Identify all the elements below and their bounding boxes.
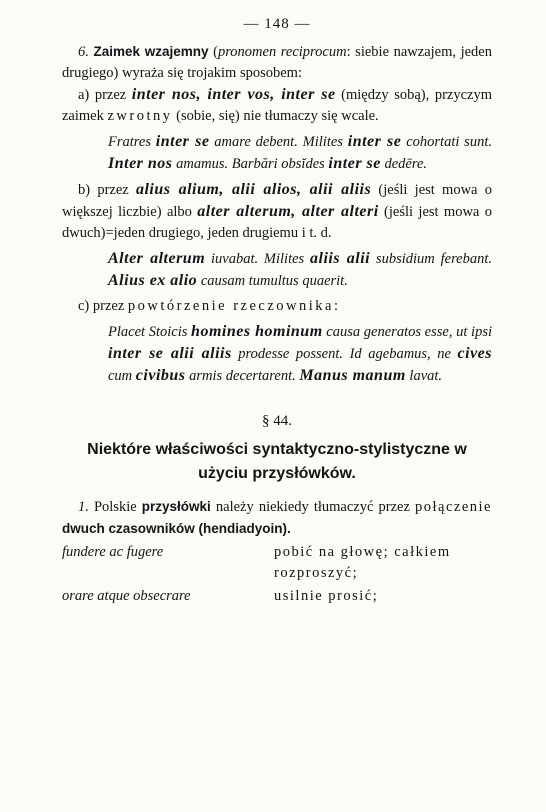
latin-phrase: alius alium, alii alios, alii aliis <box>135 181 372 198</box>
latin-expression: orare atque obsecrare <box>62 588 191 604</box>
example-bold: Alter alterum <box>108 250 206 267</box>
text: a) przez <box>78 87 132 103</box>
text: należy niekiedy tłumaczyć przez <box>210 499 415 515</box>
example-text: armis decertarent. <box>185 368 300 384</box>
spaced-term: powtórzenie rzeczownika <box>127 298 334 314</box>
text: (sobie, się) nie tłumaczy się wcale. <box>172 108 379 124</box>
example-bold: homines hominum <box>191 323 323 340</box>
text: : siebie nawzajem, jeden drugiego) wyraża się trojakim sposobem: <box>62 44 492 81</box>
example-b <box>108 248 492 292</box>
example-text: subsidium ferebant. <box>370 251 493 267</box>
term-heading: Zaimek wzajemny <box>93 44 209 59</box>
example-c <box>108 321 492 387</box>
example-bold: Manus manum <box>299 367 406 384</box>
example-text: cohortati sunt. <box>401 134 492 150</box>
example-bold: Inter nos <box>108 155 173 172</box>
spaced-term: połączenie <box>415 499 492 515</box>
example-text: lavat. <box>405 368 443 384</box>
example-bold: cives <box>457 345 493 362</box>
example-text: amare debent. Milites <box>209 134 348 150</box>
text: (jeśli jest mowa o dwuch)=jeden drugiego, jeden drugiemu i t. d. <box>62 204 492 241</box>
text: Polskie <box>88 499 142 515</box>
example-bold: inter se <box>328 155 381 172</box>
example-text: Placet Stoicis <box>108 324 192 340</box>
page <box>62 14 492 607</box>
example-row <box>62 586 492 607</box>
point-a <box>62 84 492 127</box>
example-text: dedēre. <box>380 156 428 172</box>
latin-term: pronomen reciprocum <box>217 44 347 60</box>
example-text: iuvabat. Milites <box>205 251 311 267</box>
polish-translation: pobić na głowę; całkiem rozproszyć; <box>274 544 451 581</box>
text: (między sobą), przyczym zaimek <box>62 87 492 124</box>
example-bold: inter se <box>155 133 210 150</box>
text: c) przez <box>78 298 128 314</box>
bold-term: dwuch czasowników (hendiadyoin). <box>62 521 291 536</box>
example-text: amamus. Barbări obsĭdes <box>172 156 329 172</box>
section-number: § 44. <box>262 413 292 429</box>
latin-phrase: inter nos, inter vos, inter se <box>131 86 336 103</box>
example-text: prodesse possent. Id agebamus, ne <box>231 346 458 362</box>
text: : <box>333 298 338 314</box>
example-bold: inter se <box>347 133 402 150</box>
spaced-term: zwrotny <box>107 108 173 124</box>
example-bold: inter se alii aliis <box>108 345 232 362</box>
paragraph-number: 1. <box>78 499 89 515</box>
paragraph-1 <box>62 496 492 540</box>
text: (jeśli jest mowa o większej liczbie) albo <box>62 182 492 220</box>
bold-term: przysłówki <box>141 499 211 514</box>
page-number: — 148 — <box>243 16 311 32</box>
example-text: causa generatos esse, ut ipsi <box>322 324 493 340</box>
example-bold: Alius ex alio <box>108 272 198 289</box>
polish-translation: usilnie prosić; <box>274 588 379 604</box>
point-b <box>62 179 492 244</box>
section-heading: Niektóre właściwości syntaktyczno-stylistyczne w użyciu przysłówków. <box>87 441 467 482</box>
text: b) przez <box>78 182 136 198</box>
example-text: Fratres <box>108 134 156 150</box>
example-a <box>108 131 492 175</box>
example-row <box>62 542 492 584</box>
example-text: cum <box>108 368 136 384</box>
paragraph-6 <box>62 41 492 84</box>
text: ( <box>213 44 218 60</box>
latin-expression: fundere ac fugere <box>62 544 164 560</box>
example-bold: aliis alii <box>310 250 371 267</box>
point-c <box>62 296 492 317</box>
latin-phrase: alter alterum, alter alteri <box>197 203 379 220</box>
paragraph-number: 6. <box>78 44 89 60</box>
example-text: causam tumultus quaerit. <box>197 273 348 289</box>
example-bold: civibus <box>135 367 186 384</box>
